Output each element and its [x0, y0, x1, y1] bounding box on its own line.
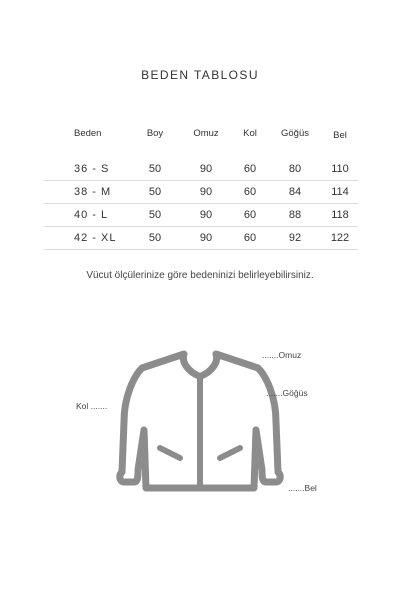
jacket-diagram — [0, 330, 400, 530]
kol-cell: 60 — [243, 232, 257, 244]
omuz-cell: 90 — [199, 186, 213, 198]
table-row — [44, 181, 358, 204]
boy-cell: 50 — [148, 209, 162, 221]
gogus-cell: 92 — [288, 232, 302, 244]
boy-cell: 50 — [148, 163, 162, 175]
header-gogus: Göğüs — [281, 128, 309, 139]
bel-cell: 118 — [331, 209, 349, 221]
kol-cell: 60 — [243, 186, 257, 198]
header-kol: Kol — [243, 128, 257, 139]
omuz-label: .......Omuz — [262, 350, 302, 360]
table-row — [44, 158, 358, 181]
table-row — [44, 204, 358, 227]
bel-cell: 110 — [331, 163, 349, 175]
size-cell: 36 - S — [74, 163, 110, 175]
size-cell: 42 - XL — [74, 232, 117, 244]
header-boy: Boy — [146, 128, 164, 139]
size-cell: 38 - M — [74, 186, 112, 198]
kol-cell: 60 — [243, 163, 257, 175]
size-note: Vücut ölçülerinize göre bedeninizi belirleyebilirsiniz. — [86, 270, 314, 281]
kol-cell: 60 — [243, 209, 257, 221]
boy-cell: 50 — [148, 186, 162, 198]
gogus-cell: 84 — [288, 186, 302, 198]
page-title: BEDEN TABLOSU — [141, 68, 259, 82]
table-row — [44, 227, 358, 250]
size-cell: 40 - L — [74, 209, 109, 221]
omuz-cell: 90 — [199, 232, 213, 244]
bel-label: .......Bel — [288, 483, 317, 493]
table-header — [44, 124, 358, 144]
kol-label: Kol ....... — [76, 401, 108, 411]
gogus-cell: 88 — [288, 209, 302, 221]
header-bel: Bel — [333, 130, 347, 141]
header-size: Beden — [74, 128, 102, 139]
gogus-label: .......Göğüs — [266, 388, 308, 398]
boy-cell: 50 — [148, 232, 162, 244]
header-omuz: Omuz — [193, 128, 219, 139]
bel-cell: 122 — [330, 232, 350, 244]
omuz-cell: 90 — [199, 209, 213, 221]
bel-cell: 114 — [331, 186, 349, 198]
gogus-cell: 80 — [288, 163, 302, 175]
omuz-cell: 90 — [199, 163, 213, 175]
jacket-icon — [120, 354, 280, 488]
size-table — [44, 124, 358, 250]
